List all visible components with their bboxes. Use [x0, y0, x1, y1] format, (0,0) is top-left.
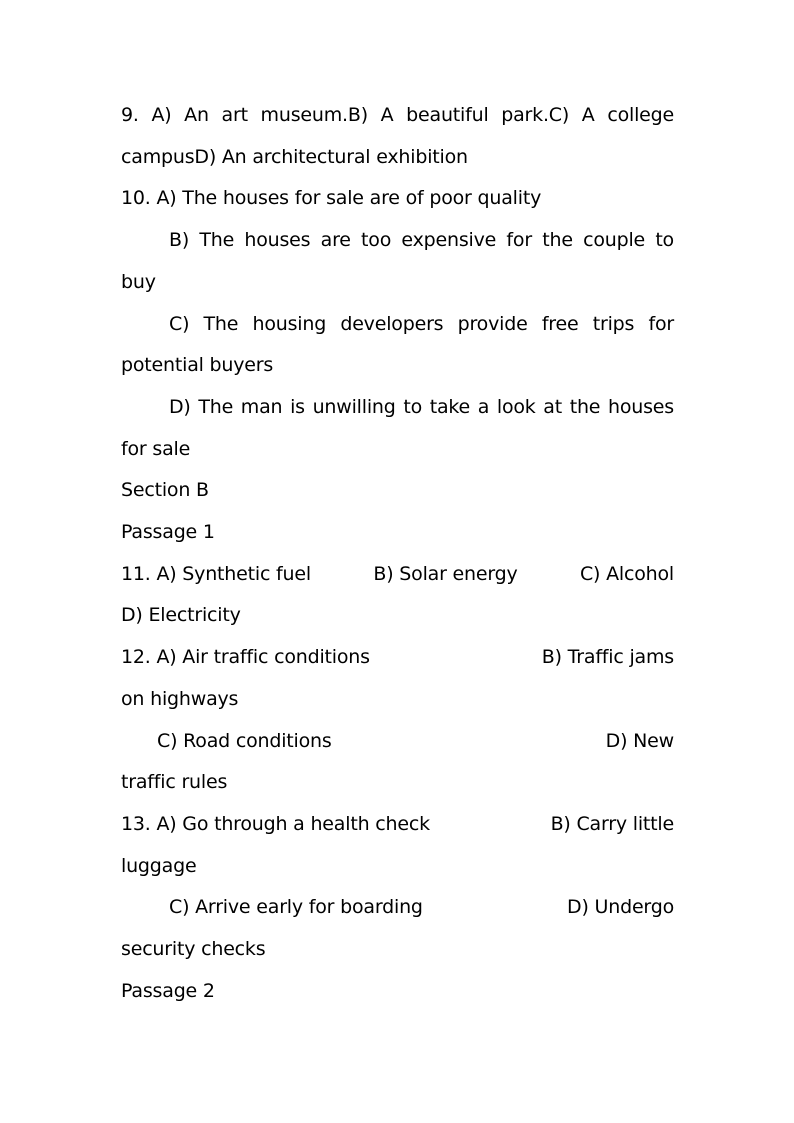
- question-11-option-d: D) Electricity: [121, 604, 241, 627]
- passage-2-heading: Passage 2: [121, 979, 215, 1002]
- question-10-option-c: C) The housing developers provide free trips for potential buyers: [121, 312, 674, 377]
- question-13-row-1: [121, 804, 674, 846]
- question-13-row-2: [121, 887, 674, 929]
- question-12-option-c: C) Road conditions: [157, 729, 332, 752]
- question-12-option-b-continued: on highways: [121, 687, 239, 710]
- question-13-option-b: B) Carry little: [550, 812, 674, 835]
- question-12-option-d-continued: traffic rules: [121, 771, 228, 794]
- section-b-heading: Section B: [121, 479, 209, 502]
- question-13-option-d-continued: security checks: [121, 938, 266, 961]
- question-10-option-d: D) The man is unwilling to take a look at the houses for sale: [121, 395, 674, 460]
- question-13-option-c: C) Arrive early for boarding: [169, 896, 423, 919]
- question-9: 9. A) An art museum.B) A beautiful park.C) A college campusD) An architectural exhibition: [121, 104, 674, 168]
- question-12-option-a: 12. A) Air traffic conditions: [121, 646, 370, 669]
- question-12-row-2: [121, 721, 674, 763]
- question-13-option-a: 13. A) Go through a health check: [121, 812, 430, 835]
- question-12-option-d: D) New: [605, 729, 674, 752]
- question-11-option-c: C) Alcohol: [579, 562, 674, 585]
- question-13-option-d: D) Undergo: [567, 896, 674, 919]
- document-body: [121, 95, 674, 1012]
- passage-1-heading: Passage 1: [121, 521, 215, 544]
- question-13-option-b-continued: luggage: [121, 854, 197, 877]
- question-12-option-b: B) Traffic jams: [541, 646, 674, 669]
- question-11-option-b: B) Solar energy: [373, 562, 518, 585]
- question-10-option-a: 10. A) The houses for sale are of poor quality: [121, 187, 542, 210]
- question-11-option-a: 11. A) Synthetic fuel: [121, 562, 311, 585]
- question-10-option-b: B) The houses are too expensive for the couple to buy: [121, 229, 674, 293]
- question-12-row-1: [121, 637, 674, 679]
- question-11-row: [121, 554, 674, 596]
